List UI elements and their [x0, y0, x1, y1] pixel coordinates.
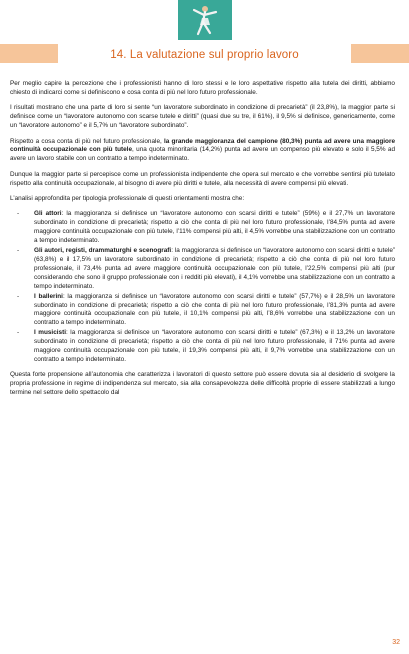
profession-list: [10, 210, 395, 364]
summary-paragraph: Dunque la maggior parte si percepisce come un professionista indipendente che opera sul mercato e che vorrebbe sentirsi più tutelato rispetto alla continuità occupazionale, al bisogno di avere più diritti e tutele, alla necessità di avere compensi più elevati.: [10, 170, 395, 187]
list-item-musicisti: [10, 329, 395, 365]
list-item-autori: [10, 247, 395, 292]
list-item-text: : la maggioranza si definisce un “lavoratore autonomo con scarsi diritti e tutele” (59%) e il 27,7% un lavoratore subordinato in condizione di precarietà; rispetto a ciò che conta di più nel loro futuro professionale, l’84,5% punta ad avere maggiore continuità occupazionale con più tutele, l’11% compensi più alti, il 4,5% vorrebbe una stabilizzazione con un contratto a tempo indeterminato.: [34, 210, 395, 245]
document-body: [10, 80, 395, 404]
page-number: 32: [392, 639, 400, 646]
section-title-bar: [0, 44, 409, 65]
intro-paragraph: Per meglio capire la percezione che i professionisti hanno di loro stessi e le loro aspettative rispetto alla tutela dei diritti, abbiamo chiesto di indicarci come si definiscono e cosa conta di più nel loro futuro professionale.: [10, 80, 395, 96]
list-item-attori: [10, 210, 395, 246]
future-paragraph-highlight: la grande maggioranza del campione (80,3%) punta ad avere una maggiore continuità occupazionale con più tutele: [10, 137, 395, 154]
list-item-lead: I musicisti: [34, 329, 66, 337]
results-paragraph: I risultati mostrano che una parte di loro si sente “un lavoratore subordinato in condizione di precarietà” (il 23,8%), la maggior parte si definisce come un “lavoratore autonomo con scarse tutele e diritti” (quasi due su tre, il 61%), il 9,5% si definisce, genericamente, come un “lavoratore autonomo” e il 5,7% un “lavoratore subordinato”.: [10, 104, 395, 130]
future-paragraph: [10, 138, 395, 165]
list-item-text: : la maggioranza si definisce un “lavoratore autonomo con scarsi diritti e tutele” (63,8%) e il 17,5% un lavoratore subordinato in condizione di precarietà; rispetto a ciò che conta di più nel loro futuro professionale, il 73,4% punta ad avere maggiore continuità occupazionale con più tutele, l’22,5% compensi più alti (pur considerando che sono il gruppo professionale con i redditi più elevati), il 4,1% vorrebbe una stabilizzazione con un contratto a tempo indeterminato.: [34, 247, 396, 290]
list-item-lead: I ballerini: [34, 292, 63, 300]
list-item-text: : la maggioranza si definisce un “lavoratore autonomo con scarsi diritti e tutele” (57,7%) e il 28,5% un lavoratore subordinato in condizione di precarietà; rispetto a ciò che conta di più nel loro futuro professionale, l’81,3% punta ad avere maggiore continuità occupazionale con più tutele, il 10,1% compensi più alti, l’8,6% vorrebbe una stabilizzazione con un contratto a tempo indeterminato.: [34, 292, 395, 327]
analysis-intro: L’analisi approfondita per tipologia professionale di questi orientamenti mostra che:: [10, 195, 245, 203]
list-item-lead: Gli autori, registi, drammaturghi e scenografi: [34, 247, 172, 255]
list-item-ballerini: [10, 293, 395, 329]
list-item-text: : la maggioranza si definisce un “lavoratore autonomo con scarsi diritti e tutele” (67,3%) e il 13,2% un lavoratore subordinato in condizione di precarietà; rispetto a ciò che conta di più nel loro futuro professionale, il 71% punta ad avere maggiore continuità occupazionale con più tutele, il 19,3% compensi più alti, il 9,7% vorrebbe una stabilizzazione con un contratto a tempo indeterminato.: [34, 329, 395, 363]
future-paragraph-start: Rispetto a cosa conta di più nel futuro professionale,: [10, 137, 164, 145]
closing-paragraph: Questa forte propensione all’autonomia che caratterizza i lavoratori di questo settore può essere dovuta sia al desiderio di svolgere la propria professione in regime di indipendenza sul mercato, sia alla consapevolezza delle difficoltà proprie di essere stabilizzati a lungo termine nel settore dello spettacolo dal: [10, 370, 395, 396]
future-paragraph-end: , una quota minoritaria (14,2%) punta ad avere un compenso più elevato e solo il 5,5% ad avere un lavoro stabile con un contratto a tempo indeterminato.: [10, 146, 396, 163]
header-photo: [178, 0, 232, 40]
section-title: 14. La valutazione sul proprio lavoro: [110, 48, 299, 61]
list-item-lead: Gli attori: [34, 210, 62, 218]
dancer-icon: [178, 0, 232, 40]
